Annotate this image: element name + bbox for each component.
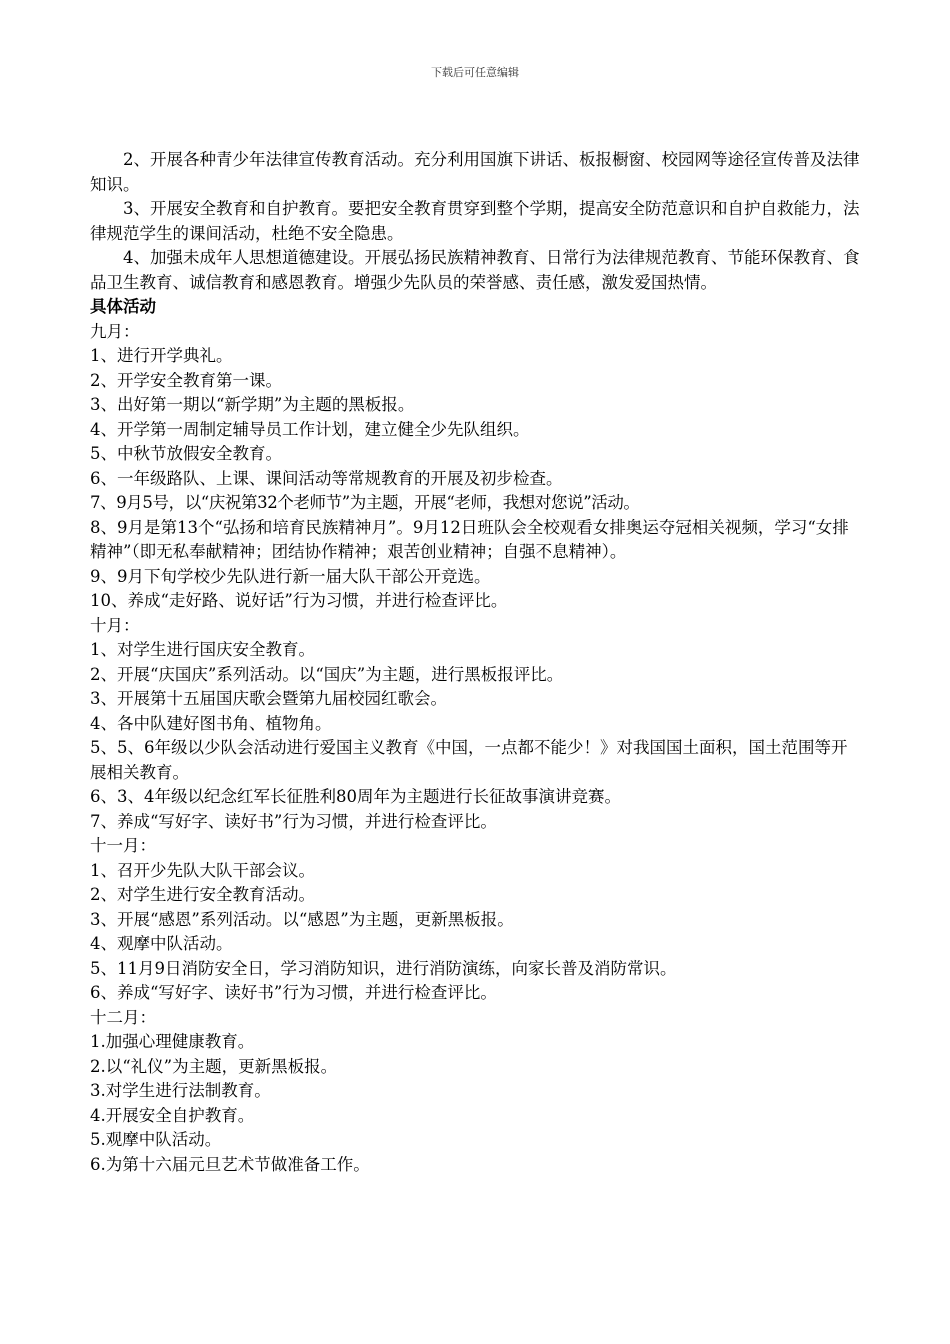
list-item: 4.开展安全自护教育。 (90, 1105, 255, 1125)
list-item: 1、进行开学典礼。 (90, 346, 233, 365)
list-item: 6、一年级路队、上课、课间活动等常规教育的开展及初步检查。 (90, 468, 563, 488)
list-item: 7、养成“写好字、读好书”行为习惯，并进行检查评比。 (90, 811, 497, 831)
list-item: 6、养成“写好字、读好书”行为习惯，并进行检查评比。 (90, 983, 497, 1002)
intro-paragraph: 2、开展各种青少年法律宣传教育活动。充分利用国旗下讲话、板报橱窗、校园网等途径宣传普及法律知识。 (90, 150, 860, 194)
list-item: 1、对学生进行国庆安全教育。 (90, 640, 315, 659)
month-label: 十一月： (90, 836, 156, 855)
page-header: 下载后可任意编辑 (431, 66, 519, 79)
list-item: 7、9月5号，以“庆祝第32个老师节”为主题，开展“老师，我想对您说”活动。 (90, 493, 640, 512)
intro-paragraph: 4、加强未成年人思想道德建设。开展弘扬民族精神教育、日常行为法律规范教育、节能环保教育、食品卫生教育、诚信教育和感恩教育。增强少先队员的荣誉感、责任感，激发爱国热情。 (90, 248, 860, 292)
intro-paragraph: 3、开展安全教育和自护教育。要把安全教育贯穿到整个学期，提高安全防范意识和自护自救能力，法律规范学生的课间活动，杜绝不安全隐患。 (90, 199, 860, 243)
list-item: 1.加强心理健康教育。 (90, 1032, 255, 1051)
list-item: 5、11月9日消防安全日，学习消防知识，进行消防演练，向家长普及消防常识。 (90, 958, 677, 978)
list-item: 5、中秋节放假安全教育。 (90, 444, 282, 463)
section-heading: 具体活动 (90, 297, 156, 316)
list-item: 4、各中队建好图书角、植物角。 (90, 713, 332, 733)
list-item: 5、5、6年级以少队会活动进行爱国主义教育《中国，一点都不能少！》对我国国土面积，国土范围等开展相关教育。 (90, 738, 848, 782)
list-item: 9、9月下旬学校少先队进行新一届大队干部公开竞选。 (90, 566, 491, 586)
month-label: 十月： (90, 615, 140, 635)
list-item: 1、召开少先队大队干部会议。 (90, 860, 315, 880)
month-label: 九月： (90, 321, 140, 341)
month-label: 十二月： (90, 1007, 156, 1027)
list-item: 2、开学安全教育第一课。 (90, 370, 282, 390)
list-item: 2、开展“庆国庆”系列活动。以“国庆”为主题，进行黑板报评比。 (90, 664, 564, 684)
document-body (90, 148, 860, 1177)
list-item: 4、观摩中队活动。 (90, 934, 233, 953)
list-item: 3、开展第十五届国庆歌会暨第九届校园红歌会。 (90, 689, 447, 708)
list-item: 2、对学生进行安全教育活动。 (90, 885, 315, 904)
list-item: 3、开展“感恩”系列活动。以“感恩”为主题，更新黑板报。 (90, 909, 514, 929)
list-item: 10、养成“走好路、说好话”行为习惯，并进行检查评比。 (90, 591, 508, 610)
list-item: 3.对学生进行法制教育。 (90, 1081, 271, 1100)
list-item: 6.为第十六届元旦艺术节做准备工作。 (90, 1154, 370, 1174)
list-item: 3、出好第一期以“新学期”为主题的黑板报。 (90, 395, 415, 414)
list-item: 2.以“礼仪”为主题，更新黑板报。 (90, 1056, 338, 1076)
list-item: 4、开学第一周制定辅导员工作计划，建立健全少先队组织。 (90, 419, 530, 439)
list-item: 6、3、4年级以纪念红军长征胜利80周年为主题进行长征故事演讲竞赛。 (90, 787, 621, 806)
list-item: 8、9月是第13个“弘扬和培育民族精神月”。9月12日班队会全校观看女排奥运夺冠相关视频，学习“女排精神”（即无私奉献精神；团结协作精神；艰苦创业精神；自强不息精神）。 (90, 517, 849, 561)
list-item: 5.观摩中队活动。 (90, 1130, 222, 1149)
